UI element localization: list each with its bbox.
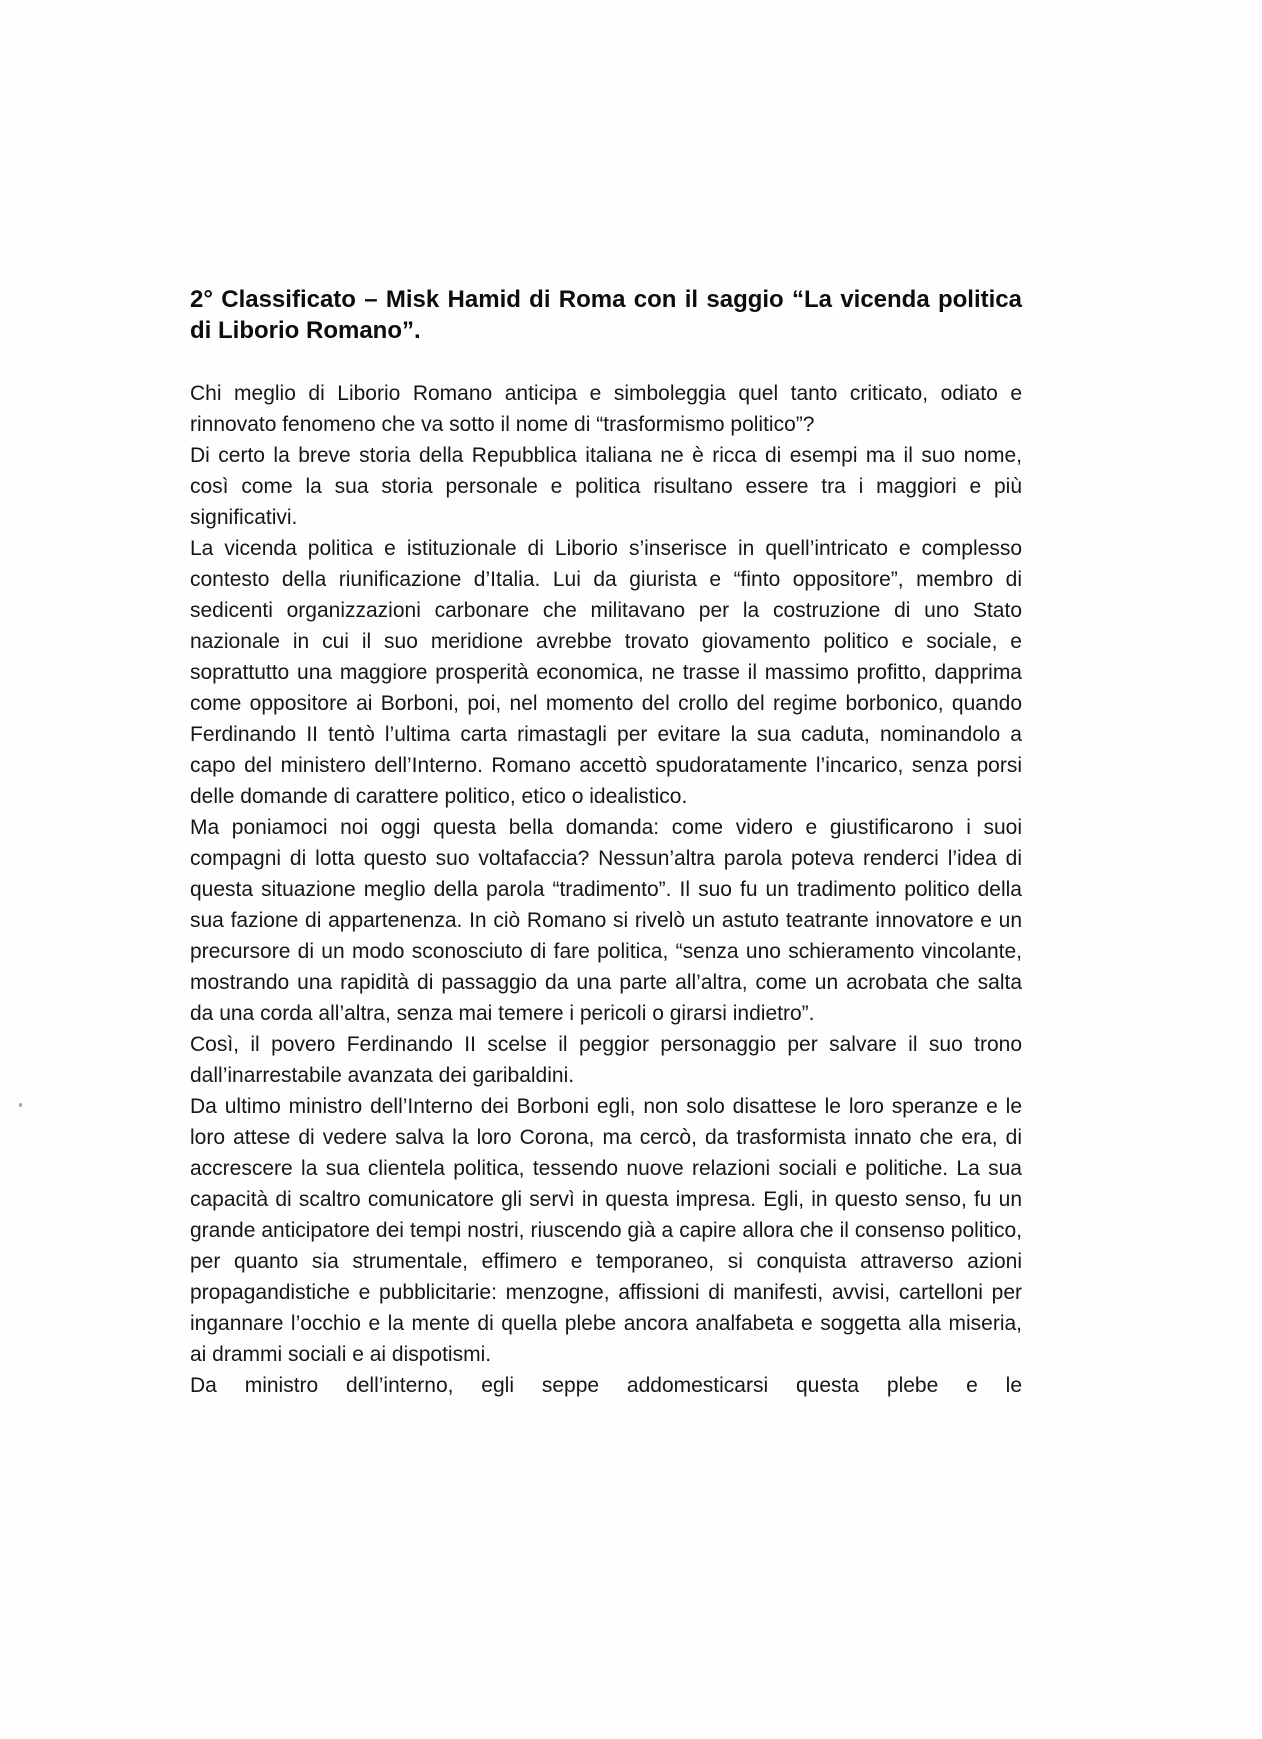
paragraph-1: Chi meglio di Liborio Romano anticipa e simboleggia quel tanto criticato, odiato e rinnovato fenomeno che va sotto il nome di “trasformismo politico”? — [190, 382, 1022, 436]
paragraph-7: Da ministro dell’interno, egli seppe addomesticarsi questa plebe e le — [190, 1374, 1022, 1397]
scan-speck — [19, 1103, 22, 1107]
paragraph-2: Di certo la breve storia della Repubblica italiana ne è ricca di esempi ma il suo nome, così come la sua storia personale e politica risultano essere tra i maggiori e più significativi. — [190, 444, 1022, 529]
essay-title: 2° Classificato – Misk Hamid di Roma con il saggio “La vicenda politica di Liborio Romano”. — [190, 286, 1022, 344]
paragraph-6: Da ultimo ministro dell’Interno dei Borboni egli, non solo disattese le loro speranze e le loro attese di vedere salva la loro Corona, ma cercò, da trasformista innato che era, di accrescere la sua clientela politica, tessendo nuove relazioni sociali e politiche. La sua capacità di scaltro comunicatore gli servì in questa impresa. Egli, in questo senso, fu un grande anticipatore dei tempi nostri, riuscendo già a capire allora che il consenso politico, per quanto sia strumentale, effimero e temporaneo, si conquista attraverso azioni propagandistiche e pubblicitarie: menzogne, affissioni di manifesti, avvisi, cartelloni per ingannare l’occhio e la mente di quella plebe ancora analfabeta e soggetta alla miseria, ai drammi sociali e ai dispotismi. — [190, 1095, 1022, 1366]
paragraph-4: Ma poniamoci noi oggi questa bella domanda: come videro e giustificarono i suoi compagni di lotta questo suo voltafaccia? Nessun’altra parola poteva renderci l’idea di questa situazione meglio della parola “tradimento”. Il suo fu un tradimento politico della sua fazione di appartenenza. In ciò Romano si rivelò un astuto teatrante innovatore e un precursore di un modo sconosciuto di fare politica, “senza uno schieramento vincolante, mostrando una rapidità di passaggio da una parte all’altra, come un acrobata che salta da una corda all’altra, senza mai temere i pericoli o girarsi indietro”. — [190, 816, 1022, 1025]
essay-content — [190, 284, 1022, 1401]
paragraph-5: Così, il povero Ferdinando II scelse il peggior personaggio per salvare il suo trono dall’inarrestabile avanzata dei garibaldini. — [190, 1033, 1022, 1087]
paragraph-3: La vicenda politica e istituzionale di Liborio s’inserisce in quell’intricato e complesso contesto della riunificazione d’Italia. Lui da giurista e “finto oppositore”, membro di sedicenti organizzazioni carbonare che militavano per la costruzione di uno Stato nazionale in cui il suo meridione avrebbe trovato giovamento politico e sociale, e soprattutto una maggiore prosperità economica, ne trasse il massimo profitto, dapprima come oppositore ai Borboni, poi, nel momento del crollo del regime borbonico, quando Ferdinando II tentò l’ultima carta rimastagli per evitare la sua caduta, nominandolo a capo del ministero dell’Interno. Romano accettò spudoratamente l’incarico, senza porsi delle domande di carattere politico, etico o idealistico. — [190, 537, 1022, 808]
